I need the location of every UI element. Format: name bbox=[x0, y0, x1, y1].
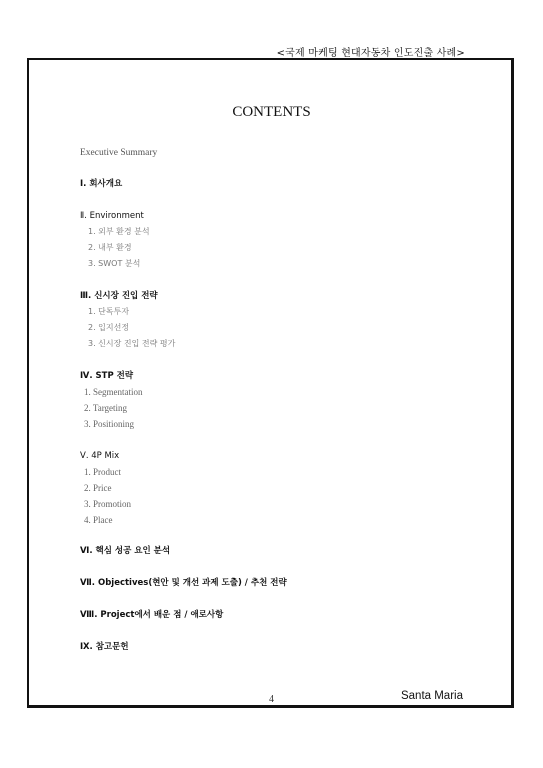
toc-item-2-1: 1. 외부 환경 분석 bbox=[88, 227, 150, 236]
toc-executive-summary: Executive Summary bbox=[80, 148, 158, 158]
toc-section-8: Ⅷ. Project에서 배운 점 / 애로사항 bbox=[80, 610, 224, 620]
toc-item-3-2: 2. 입지선정 bbox=[88, 323, 130, 332]
toc-section-4: Ⅳ. STP 전략 bbox=[80, 371, 134, 381]
toc-section-7: Ⅶ. Objectives(현안 및 개선 과제 도출) / 추천 전략 bbox=[80, 578, 287, 588]
toc-section-9: Ⅸ. 참고문헌 bbox=[80, 642, 129, 652]
toc-item-5-1: 1. Product bbox=[84, 467, 121, 477]
footer-brand: Santa Maria bbox=[400, 690, 463, 702]
page-number: 4 bbox=[269, 694, 274, 705]
toc-item-5-3: 3. Promotion bbox=[84, 499, 132, 509]
toc-item-3-3: 3. 신시장 진입 전략 평가 bbox=[88, 339, 176, 348]
toc-section-5: Ⅴ. 4P Mix bbox=[80, 451, 120, 461]
toc-section-6: Ⅵ. 핵심 성공 요인 분석 bbox=[80, 546, 171, 556]
toc-item-4-1: 1. Segmentation bbox=[84, 387, 143, 397]
contents-title: CONTENTS bbox=[232, 104, 311, 120]
toc-item-5-4: 4. Place bbox=[84, 515, 113, 525]
toc-section-3: Ⅲ. 신시장 진입 전략 bbox=[80, 291, 158, 301]
toc-section-1: Ⅰ. 회사개요 bbox=[80, 179, 123, 189]
toc-item-2-2: 2. 내부 환경 bbox=[88, 243, 132, 252]
toc-section-2: Ⅱ. Environment bbox=[80, 211, 144, 221]
toc-item-4-2: 2. Targeting bbox=[84, 403, 128, 413]
toc-item-2-3: 3. SWOT 분석 bbox=[88, 259, 141, 268]
toc-item-3-1: 1. 단독투자 bbox=[88, 307, 130, 316]
toc-item-4-3: 3. Positioning bbox=[84, 419, 135, 429]
running-header: <국제 마케팅 현대자동차 인도진출 사례> bbox=[276, 48, 465, 59]
toc-item-5-2: 2. Price bbox=[84, 483, 112, 493]
